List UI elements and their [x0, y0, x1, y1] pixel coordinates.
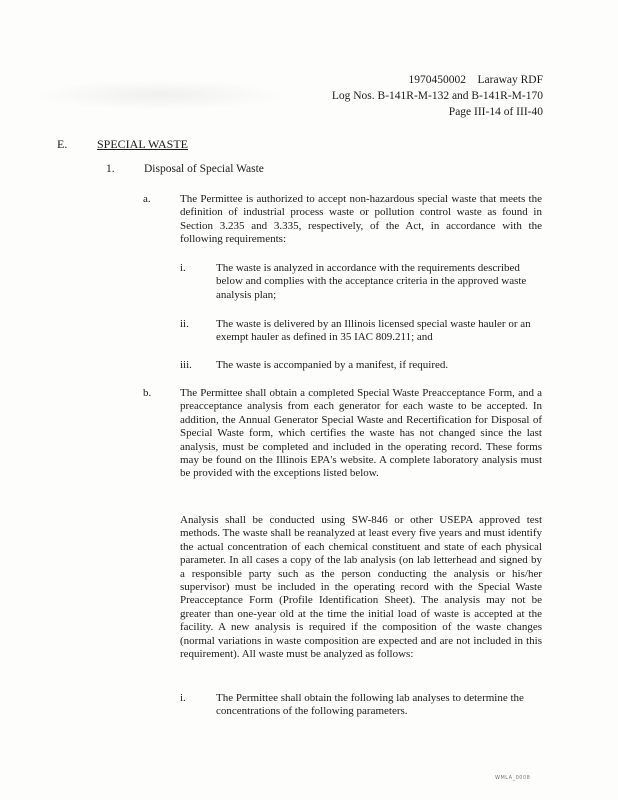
para-b-text: The Permittee shall obtain a completed Special Waste Preacceptance Form, and a preacceptance analysis from each generator for each waste to be accepted. In addition, the Annual Generator Special Waste and Recertification for Disposal of Special Waste form, which certifies the waste has not changed since the last analysis, must be completed and included in the operating record. These forms may be found on the Illinois EPA's website. A complete laboratory analysis must be provided with the exceptions listed below. [180, 387, 542, 480]
scan-smudge [30, 80, 290, 110]
sub-a-i-marker: i. [180, 262, 186, 274]
item-1-title: Disposal of Special Waste [144, 163, 264, 175]
para-b-analysis-text: Analysis shall be conducted using SW-846 or other USEPA approved test methods. The waste shall be reanalyzed at least every five years and must identify the actual concentration of each chemical constituent and state of each physical parameter. In all cases a copy of the lab analysis (on lab letterhead and signed by a responsible party such as the person conducting the analysis or his/her supervisor) must be included in the operating record with the Special Waste Preacceptance Form (Profile Identification Sheet). The analysis may not be greater than one-year old at the time the initial load of waste is accepted at the facility. A new analysis is required if the composition of the waste changes (normal variations in waste composition are expected and are not included in this requirement). All waste must be analyzed as follows: [180, 514, 542, 661]
header-log-numbers: Log Nos. B-141R-M-132 and B-141R-M-170 [331, 90, 543, 102]
sub-a-ii-marker: ii. [180, 318, 189, 330]
item-1-heading [106, 163, 264, 175]
sub-b-i-text: The Permittee shall obtain the following lab analyses to determine the concentrations of the following parameters. [216, 692, 524, 718]
item-1-number: 1. [106, 163, 115, 175]
para-a-text: The Permittee is authorized to accept non-hazardous special waste that meets the definition of industrial process waste or pollution control waste as found in Section 3.235 and 3.335, respectively, of the Act, in accordance with the following requirements: [180, 193, 542, 246]
header-permit-line: 1970450002 Laraway RDF [408, 74, 543, 86]
bates-stamp: WMLA_0008 [495, 775, 531, 781]
page-header [332, 72, 543, 120]
section-title: SPECIAL WASTE [97, 137, 189, 151]
sub-a-iii-marker: iii. [180, 359, 192, 371]
para-a-marker: a. [143, 193, 151, 205]
para-b-marker: b. [143, 387, 152, 399]
section-letter: E. [57, 137, 68, 151]
sub-a-ii-text: The waste is delivered by an Illinois licensed special waste hauler or an exempt hauler as defined in 35 IAC 809.211; and [216, 318, 531, 344]
sub-b-i-marker: i. [180, 692, 186, 704]
sub-a-iii-text: The waste is accompanied by a manifest, if required. [216, 359, 449, 371]
section-heading [57, 137, 188, 152]
sub-a-i-text: The waste is analyzed in accordance with the requirements described below and complies with the acceptance criteria in the approved waste analysis plan; [216, 262, 527, 301]
header-page-number: Page III-14 of III-40 [448, 106, 543, 118]
